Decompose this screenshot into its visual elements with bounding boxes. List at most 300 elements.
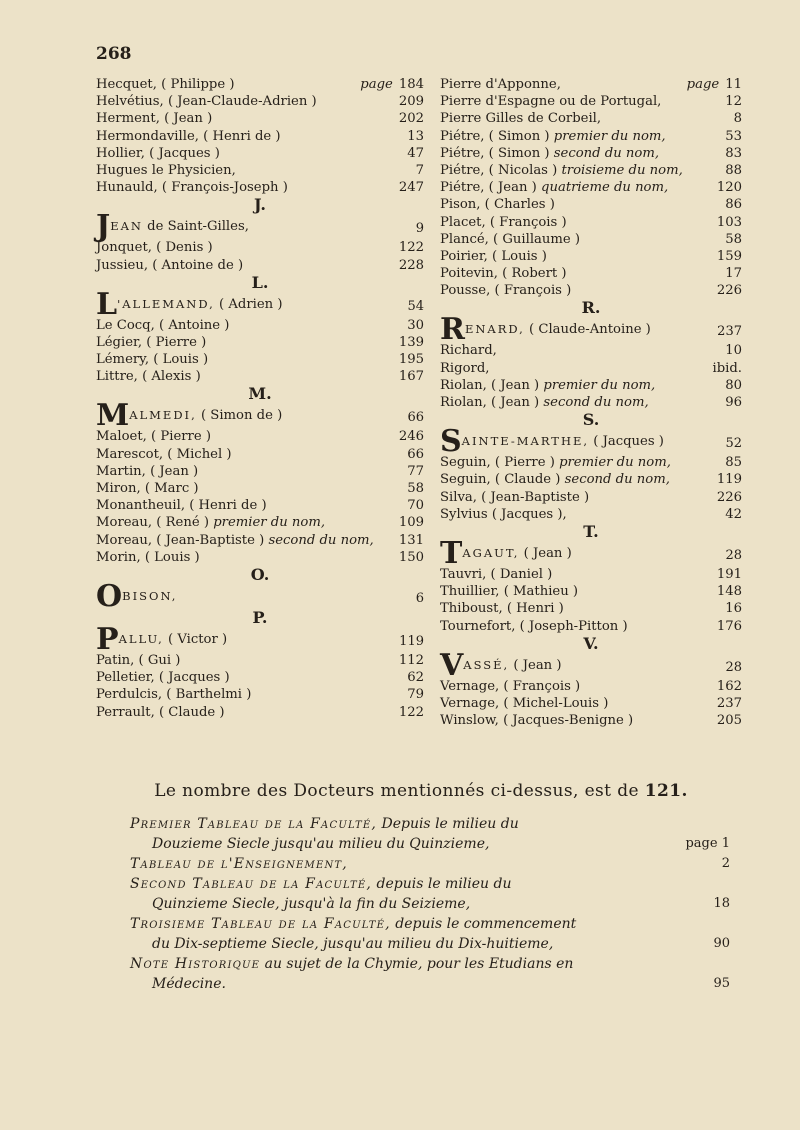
drop-initial: P (96, 621, 119, 657)
index-entry (96, 428, 424, 445)
contents-page-wrap (713, 894, 730, 914)
entry-page: 148 (716, 584, 742, 600)
contents-text: Depuis le milieu du (377, 816, 519, 832)
entry-name (96, 480, 199, 497)
index-entry (440, 162, 742, 179)
entry-name (440, 583, 578, 600)
entry-name-text: Perdulcis, ( Barthelmi ) (96, 687, 252, 703)
entry-page: 16 (725, 601, 742, 617)
entry-page-wrap (717, 566, 742, 583)
index-entry (440, 93, 742, 110)
entry-name-text: Poitevin, ( Robert ) (440, 266, 567, 282)
entry-name (96, 514, 325, 531)
entry-page: 205 (716, 713, 742, 729)
index-entry (440, 695, 742, 712)
entry-name-text: Marescot, ( Michel ) (96, 446, 232, 462)
entry-page-wrap (717, 712, 742, 729)
entry-name (440, 248, 547, 265)
entry-page: 66 (407, 410, 424, 426)
index-entry (96, 334, 424, 351)
entry-page-wrap (407, 145, 424, 162)
index-entry (440, 128, 742, 145)
index-entry (440, 282, 742, 299)
index-entry (440, 76, 742, 93)
entry-page: 13 (407, 128, 424, 144)
entry-name-text: Tauvri, ( Daniel ) (440, 566, 553, 582)
index-entry (440, 360, 742, 377)
entry-name (96, 110, 212, 127)
entry-page: ibid. (712, 360, 742, 376)
section-letter: S. (582, 410, 600, 430)
contents-text: au sujet de la Chymie, pour les Etudians en (260, 956, 574, 972)
index-entry (440, 342, 742, 359)
entry-name (96, 621, 228, 657)
section-letter: P. (252, 607, 268, 627)
entry-name (440, 265, 567, 282)
entry-name-text: Plancé, ( Guillaume ) (440, 231, 581, 247)
entry-page-wrap (399, 652, 424, 669)
section-letter: M. (248, 384, 272, 404)
index-entry (440, 377, 742, 394)
contents-page-wrap (713, 934, 730, 954)
entry-name (96, 257, 243, 274)
entry-name (96, 428, 211, 445)
contents-page-wrap (685, 834, 730, 854)
index-entry (440, 506, 742, 523)
drop-initial: S (440, 424, 462, 460)
entry-page-wrap (399, 93, 424, 110)
entry-name-text: Patin, ( Gui ) (96, 652, 181, 668)
entry-page: 122 (398, 240, 424, 256)
entry-name-caps: EAN (110, 219, 143, 234)
entry-name (440, 196, 555, 213)
entry-qualifier: second du nom, (553, 145, 660, 161)
entry-qualifier: premier du nom, (213, 515, 326, 531)
entry-page-wrap (725, 265, 742, 282)
entry-name (440, 214, 567, 231)
entry-name-text: Thuillier, ( Mathieu ) (440, 584, 579, 600)
contents-line (130, 874, 716, 894)
entry-page-wrap (725, 600, 742, 617)
entry-name (96, 209, 249, 245)
entry-page-wrap (687, 76, 742, 93)
entry-name-text: Piétre, ( Nicolas ) (440, 162, 558, 178)
entry-page: 11 (725, 77, 742, 92)
index-entry (96, 686, 424, 703)
entry-page: 52 (725, 436, 742, 452)
entry-name-text: Légier, ( Pierre ) (96, 334, 207, 350)
entry-name-text: Pierre d'Apponne, (440, 77, 561, 92)
entry-name (440, 360, 489, 377)
entry-name-text: Sylvius ( Jacques ), (440, 506, 567, 522)
entry-page: 237 (716, 695, 742, 711)
contents-page: 95 (713, 976, 730, 991)
entry-page: 88 (725, 162, 742, 178)
index-entry (440, 145, 742, 162)
entry-name (96, 578, 178, 614)
entry-name-text: Piétre, ( Simon ) (440, 145, 550, 161)
entry-name-text: Thiboust, ( Henri ) (440, 601, 564, 617)
entry-qualifier: quatrieme du nom, (541, 180, 669, 196)
entry-page: 162 (716, 678, 742, 694)
entry-page-wrap (407, 497, 424, 514)
entry-name-text: Perrault, ( Claude ) (96, 704, 225, 720)
entry-name-caps: 'ALLEMAND, (117, 296, 215, 311)
entry-name-text: Miron, ( Marc ) (96, 481, 199, 496)
entry-name-text: Piétre, ( Jean ) (440, 180, 537, 196)
entry-name-text: Lémery, ( Louis ) (96, 352, 209, 368)
entry-name-text: Martin, ( Jean ) (96, 463, 199, 479)
entry-name (440, 618, 628, 635)
entry-name (440, 471, 670, 488)
entry-page: 66 (407, 446, 424, 462)
index-entry (96, 368, 424, 385)
entry-name-text: Le Cocq, ( Antoine ) (96, 317, 230, 333)
entry-name (96, 286, 283, 322)
entry-name (440, 489, 589, 506)
index-entry (96, 128, 424, 145)
entry-page-wrap (399, 179, 424, 196)
entry-page-wrap (725, 93, 742, 110)
entry-name (440, 377, 655, 394)
entry-page: 159 (716, 248, 742, 264)
contents-line (130, 814, 716, 834)
index-entry (96, 704, 424, 721)
entry-name (440, 566, 552, 583)
contents-line (130, 914, 716, 934)
entry-page-wrap (717, 583, 742, 600)
contents-text: Douzieme Siecle jusqu'au milieu du Quinzieme, (152, 836, 490, 852)
entry-name-text: Silva, ( Jean-Baptiste ) (440, 489, 590, 505)
entry-name (96, 549, 200, 566)
entry-page: 17 (725, 266, 742, 282)
entry-name (96, 317, 229, 334)
entry-name (440, 394, 649, 411)
total-number: 121. (644, 781, 688, 801)
entry-page: 247 (398, 180, 424, 196)
entry-page: 202 (398, 111, 424, 127)
entry-page-wrap (399, 110, 424, 127)
index-entry (96, 549, 424, 566)
index-entry (440, 231, 742, 248)
entry-page-wrap (399, 549, 424, 566)
entry-name-text: Hunauld, ( François-Joseph ) (96, 180, 288, 196)
entry-page-wrap (717, 678, 742, 695)
entry-name (440, 179, 668, 196)
index-entry (440, 265, 742, 282)
entry-page-wrap (399, 514, 424, 531)
entry-name (96, 686, 251, 703)
entry-page-wrap (717, 471, 742, 488)
entry-name (96, 398, 283, 434)
entry-name-text: Hugues le Physicien, (96, 162, 236, 178)
entry-page: 80 (725, 377, 742, 393)
index-entry (96, 239, 424, 256)
entry-page-wrap (725, 145, 742, 162)
drop-initial: J (96, 209, 111, 245)
entry-name (96, 93, 317, 110)
contents-heading: Troisieme Tableau de la Faculté, (130, 916, 391, 932)
page-number: 268 (96, 44, 132, 64)
entry-page-wrap (399, 532, 424, 549)
entry-page: 103 (716, 214, 742, 230)
entry-name-text: Richard, (440, 343, 497, 359)
contents-line (130, 894, 730, 914)
contents-line (130, 954, 716, 974)
entry-name-text: Poirier, ( Louis ) (440, 248, 547, 264)
entry-page: 28 (725, 547, 742, 563)
index-entry-initial (96, 621, 424, 657)
entry-page-wrap (717, 248, 742, 265)
index-entry (440, 712, 742, 729)
index-entry (440, 248, 742, 265)
entry-page: 12 (725, 94, 742, 110)
entry-page: 28 (725, 659, 742, 675)
section-letter: T. (583, 521, 599, 541)
entry-name-caps: ALMEDI, (129, 408, 197, 423)
entry-name-rest: ( Jean ) (509, 657, 562, 673)
entry-name-text: Pison, ( Charles ) (440, 197, 555, 213)
entry-name (96, 497, 267, 514)
entry-name-text: Riolan, ( Jean ) (440, 395, 540, 410)
entry-page-wrap (712, 360, 742, 377)
entry-name-text: Hermondaville, ( Henri de ) (96, 128, 281, 144)
entry-name-text: Jonquet, ( Denis ) (96, 240, 213, 256)
entry-page: 54 (407, 298, 424, 314)
contents-page-wrap (722, 854, 730, 874)
contents-heading: Second Tableau de la Faculté, (130, 876, 373, 892)
entry-page: 83 (725, 145, 742, 161)
index-entry (440, 583, 742, 600)
entry-page: 209 (398, 94, 424, 110)
contents-heading: Note Historique (130, 956, 261, 972)
entry-page-wrap (399, 704, 424, 721)
page-label: page (685, 836, 718, 851)
entry-name-text: Littre, ( Alexis ) (96, 369, 201, 385)
entry-page: 53 (725, 128, 742, 144)
drop-initial: T (440, 535, 463, 571)
entry-name (440, 76, 561, 93)
contents-page: 18 (713, 896, 730, 911)
drop-initial: L (96, 286, 118, 322)
index-entry-initial (440, 535, 742, 571)
entry-name-text: Hollier, ( Jacques ) (96, 145, 220, 161)
entry-qualifier: premier du nom, (559, 455, 671, 471)
entry-name (96, 669, 230, 686)
entry-name-caps: ENARD, (464, 322, 525, 337)
entry-name-text: Morin, ( Louis ) (96, 549, 200, 565)
entry-name-text: Moreau, ( Jean-Baptiste ) (96, 532, 265, 548)
entry-page: 85 (725, 455, 742, 471)
entry-page: 119 (399, 633, 424, 649)
entry-page: 9 (415, 221, 424, 237)
entry-page-wrap (407, 480, 424, 497)
index-entry (440, 179, 742, 196)
index-entry-initial (440, 647, 742, 683)
entry-name (96, 652, 180, 669)
index-entry (96, 317, 424, 334)
entry-name (440, 424, 664, 460)
entry-name (96, 162, 236, 179)
entry-name (440, 282, 571, 299)
entry-page: 77 (407, 463, 424, 479)
entry-page-wrap (725, 342, 742, 359)
index-entry-initial (96, 398, 424, 434)
contents-text: depuis le milieu du (372, 876, 512, 892)
entry-page-wrap (399, 368, 424, 385)
entry-page: 70 (407, 498, 424, 514)
entry-name-rest: ( Victor ) (163, 631, 228, 647)
entry-page: 120 (716, 180, 742, 196)
entry-page-wrap (407, 686, 424, 703)
entry-name-caps: ASSÉ, (463, 657, 510, 672)
contents-text: Quinzieme Siecle, jusqu'à la fin du Seizieme, (152, 896, 471, 912)
entry-name-rest: ( Simon de ) (196, 408, 283, 424)
index-entry (440, 678, 742, 695)
drop-initial: V (440, 647, 464, 683)
contents-heading: Tableau de l'Enseignement, (130, 856, 348, 872)
entry-name-text: Riolan, ( Jean ) (440, 377, 540, 393)
index-entry (440, 196, 742, 213)
index-entry (440, 566, 742, 583)
entry-name (440, 600, 564, 617)
entry-page: 30 (407, 317, 424, 333)
contents-line (130, 834, 730, 854)
contents-heading: Premier Tableau de la Faculté, (130, 816, 378, 832)
entry-name-caps: BISON, (122, 588, 178, 603)
entry-name-text: Pierre Gilles de Corbeil, (440, 111, 602, 127)
entry-name-text: Placet, ( François ) (440, 214, 567, 230)
entry-page: 62 (407, 670, 424, 686)
entry-name (440, 454, 671, 471)
entry-name-text: Pousse, ( François ) (440, 283, 572, 299)
entry-name (440, 647, 562, 683)
entry-name (96, 334, 206, 351)
entry-page-wrap (399, 239, 424, 256)
entry-page: 195 (398, 352, 424, 368)
entry-name-rest: ( Adrien ) (214, 296, 283, 312)
entry-qualifier: troisieme du nom, (561, 162, 683, 178)
entry-page: 139 (398, 334, 424, 350)
entry-name-text: Pierre d'Espagne ou de Portugal, (440, 94, 662, 110)
entry-page: 8 (733, 111, 742, 127)
total-text: Le nombre des Docteurs mentionnés ci-dessus, est de (154, 781, 639, 801)
entry-page: 7 (415, 162, 424, 178)
index-entry (96, 514, 424, 531)
entry-name-rest: ( Claude-Antoine ) (524, 322, 651, 338)
contents-line (130, 934, 730, 954)
contents-entry (130, 814, 730, 854)
entry-name (440, 506, 567, 523)
contents-page: 1 (721, 836, 730, 851)
entry-name (96, 463, 198, 480)
entry-name (440, 312, 651, 348)
entry-name (96, 145, 220, 162)
entry-name (440, 162, 683, 179)
entry-name (440, 712, 633, 729)
entry-name-rest: ( Jacques ) (589, 434, 664, 450)
entry-name-text: Monantheuil, ( Henri de ) (96, 498, 267, 514)
index-entry (440, 110, 742, 127)
entry-page-wrap (717, 282, 742, 299)
entry-name (96, 704, 225, 721)
index-entry (440, 471, 742, 488)
page-label: page (686, 77, 720, 92)
entry-name (96, 239, 213, 256)
index-entry (96, 351, 424, 368)
entry-name (440, 231, 580, 248)
entry-name (440, 110, 601, 127)
entry-page: 191 (716, 566, 742, 582)
contents-page-wrap (713, 974, 730, 994)
index-entry (96, 480, 424, 497)
entry-page-wrap (717, 214, 742, 231)
index-entry (96, 257, 424, 274)
total-doctors-line (96, 781, 746, 801)
entry-name (440, 342, 497, 359)
index-entry (96, 145, 424, 162)
index-entry (96, 93, 424, 110)
entry-name (96, 179, 288, 196)
entry-page-wrap (717, 179, 742, 196)
entry-qualifier: second du nom, (564, 472, 670, 488)
entry-name-caps: AGAUT, (462, 545, 520, 560)
entry-page-wrap (717, 618, 742, 635)
entry-page: 112 (398, 652, 424, 668)
entry-name-text: Piétre, ( Simon ) (440, 128, 550, 144)
entry-page: 58 (407, 481, 424, 496)
section-letter: L. (251, 272, 269, 292)
entry-page-wrap (725, 196, 742, 213)
index-entry (96, 162, 424, 179)
entry-page-wrap (399, 257, 424, 274)
index-entry-initial (96, 578, 424, 614)
index-entry (96, 446, 424, 463)
entry-qualifier: premier du nom, (543, 377, 656, 393)
entry-name-text: Helvétius, ( Jean-Claude-Adrien ) (96, 94, 317, 110)
index-entry (96, 76, 424, 93)
entry-name (440, 535, 572, 571)
entry-page: 109 (398, 515, 424, 531)
entry-page: 119 (716, 472, 742, 488)
entry-name-rest: de Saint-Gilles, (142, 219, 249, 235)
entry-name (96, 446, 232, 463)
contents-entry (130, 954, 730, 994)
entry-name (440, 128, 666, 145)
index-column-right (440, 76, 742, 729)
entry-name-caps: AINTE-MARTHE, (461, 434, 590, 449)
entry-name (96, 532, 374, 549)
index-entry (96, 110, 424, 127)
entry-page-wrap (399, 428, 424, 445)
entry-name (96, 351, 208, 368)
entry-name-text: Winslow, ( Jacques-Benigne ) (440, 713, 634, 729)
entry-name-text: Maloet, ( Pierre ) (96, 429, 211, 445)
contents-entry (130, 914, 730, 954)
entry-name (440, 93, 661, 110)
entry-page: 10 (725, 343, 742, 359)
index-entry (440, 618, 742, 635)
entry-page-wrap (725, 231, 742, 248)
entry-page-wrap (407, 446, 424, 463)
entry-page-wrap (407, 317, 424, 334)
entry-page: 47 (407, 145, 424, 161)
entry-page-wrap (725, 394, 742, 411)
entry-page: 86 (725, 197, 742, 213)
entry-page: 167 (398, 369, 424, 385)
entry-name-text: Seguin, ( Claude ) (440, 472, 561, 488)
contents-page: 2 (721, 856, 730, 871)
